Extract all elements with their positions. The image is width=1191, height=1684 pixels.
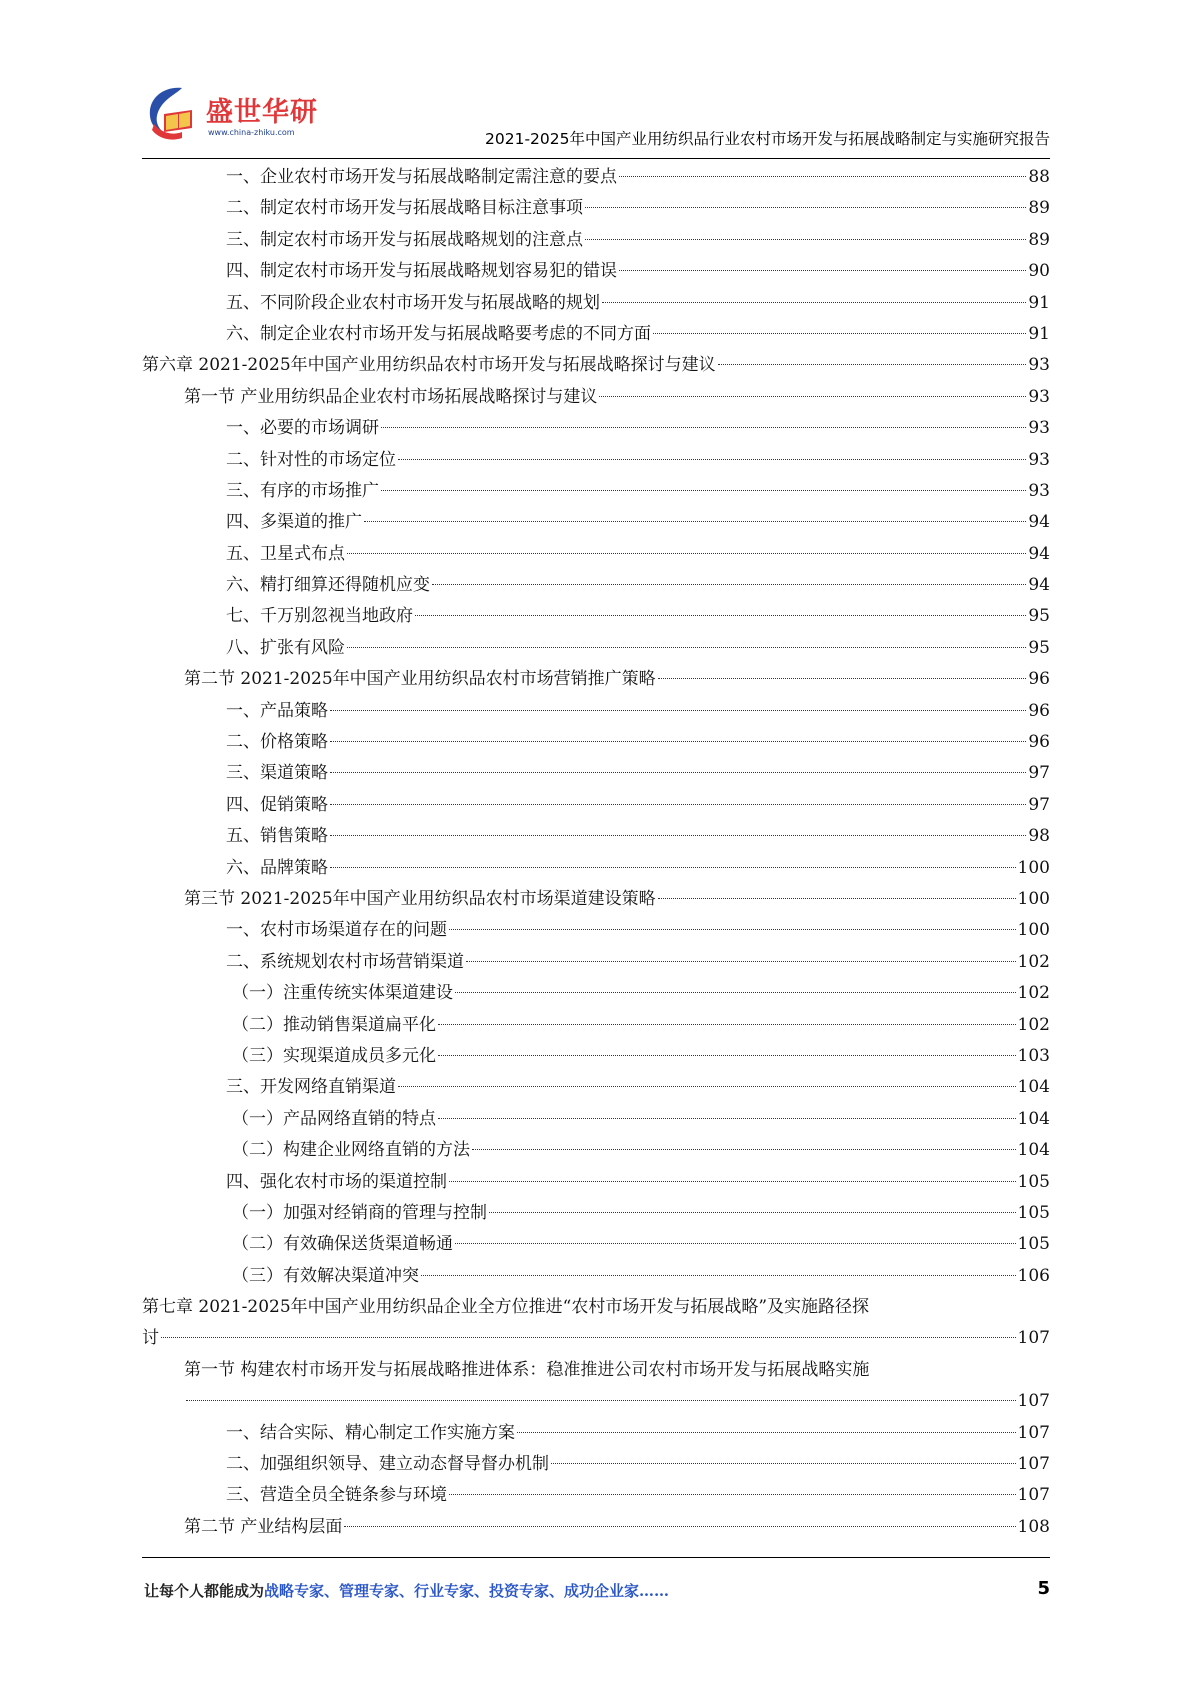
toc-entry-page: 105 bbox=[1017, 1171, 1050, 1192]
toc-entry-page: 104 bbox=[1017, 1140, 1050, 1161]
dot-leader bbox=[653, 333, 1026, 334]
toc-entry-title: 四、多渠道的推广 bbox=[226, 512, 362, 533]
toc-entry-page: 96 bbox=[1028, 700, 1050, 721]
toc-entry[interactable] bbox=[142, 790, 1050, 821]
toc-entry[interactable] bbox=[142, 696, 1050, 727]
footer-slogan bbox=[144, 1580, 669, 1601]
toc-entry-section-7-1[interactable] bbox=[142, 1355, 1050, 1418]
dot-leader bbox=[585, 207, 1026, 208]
toc-entry-page: 97 bbox=[1028, 763, 1050, 784]
toc-entry-page: 93 bbox=[1028, 386, 1050, 407]
toc-entry-title-line1: 第七章 2021-2025年中国产业用纺织品企业全方位推进“农村市场开发与拓展战略”及实施路径探 bbox=[142, 1297, 870, 1318]
toc-entry-title: （二）构建企业网络直销的方法 bbox=[232, 1140, 470, 1161]
dot-leader bbox=[330, 835, 1026, 836]
toc-entry[interactable] bbox=[142, 1104, 1050, 1135]
toc-entry-page: 96 bbox=[1028, 732, 1050, 753]
toc-entry-page: 89 bbox=[1028, 229, 1050, 250]
toc-entry-title: （一）产品网络直销的特点 bbox=[232, 1108, 436, 1129]
toc-entry[interactable] bbox=[142, 1261, 1050, 1292]
dot-leader bbox=[381, 490, 1026, 491]
toc-entry-page: 93 bbox=[1028, 480, 1050, 501]
toc-entry-title: 第一节 产业用纺织品企业农村市场拓展战略探讨与建议 bbox=[184, 386, 598, 407]
toc-entry-page: 95 bbox=[1028, 637, 1050, 658]
dot-leader bbox=[449, 1494, 1016, 1495]
dot-leader bbox=[619, 176, 1026, 177]
toc-entry-page: 94 bbox=[1028, 575, 1050, 596]
dot-leader bbox=[585, 239, 1026, 240]
report-title: 2021-2025年中国产业用纺织品行业农村市场开发与拓展战略制定与实施研究报告 bbox=[485, 130, 1050, 148]
toc-entry[interactable] bbox=[142, 476, 1050, 507]
dot-leader bbox=[415, 615, 1026, 616]
toc-entry-title: 第二节 2021-2025年中国产业用纺织品农村市场营销推广策略 bbox=[184, 669, 656, 690]
toc-entry-page: 104 bbox=[1017, 1077, 1050, 1098]
toc-entry-page: 91 bbox=[1028, 323, 1050, 344]
toc-entry[interactable] bbox=[142, 507, 1050, 538]
toc-entry-title: 第二节 产业结构层面 bbox=[184, 1516, 343, 1537]
dot-leader bbox=[330, 772, 1026, 773]
toc-entry-page: 104 bbox=[1017, 1108, 1050, 1129]
toc-entry-title: （二）推动销售渠道扁平化 bbox=[232, 1014, 436, 1035]
toc-entry-page: 97 bbox=[1028, 794, 1050, 815]
table-of-contents bbox=[142, 162, 1050, 1543]
toc-entry[interactable] bbox=[142, 978, 1050, 1009]
dot-leader bbox=[330, 741, 1026, 742]
toc-entry-page: 100 bbox=[1017, 857, 1050, 878]
toc-entry-chapter-7[interactable] bbox=[142, 1292, 1050, 1355]
toc-entry-page: 90 bbox=[1028, 261, 1050, 282]
dot-leader bbox=[602, 302, 1026, 303]
toc-entry-page: 95 bbox=[1028, 606, 1050, 627]
company-logo bbox=[142, 84, 322, 154]
toc-entry-page: 106 bbox=[1017, 1265, 1050, 1286]
dot-leader bbox=[398, 1086, 1016, 1087]
toc-entry-title: 三、营造全员全链条参与环境 bbox=[226, 1485, 447, 1506]
dot-leader bbox=[619, 270, 1026, 271]
toc-entry[interactable] bbox=[142, 539, 1050, 570]
toc-entry-title: （三）实现渠道成员多元化 bbox=[232, 1045, 436, 1066]
toc-entry-page: 91 bbox=[1028, 292, 1050, 313]
toc-entry-page: 107 bbox=[1017, 1422, 1050, 1443]
toc-entry-page: 89 bbox=[1028, 198, 1050, 219]
toc-entry-page: 94 bbox=[1028, 543, 1050, 564]
toc-entry-title: 一、必要的市场调研 bbox=[226, 418, 379, 439]
dot-leader bbox=[398, 459, 1026, 460]
toc-entry-page: 100 bbox=[1017, 920, 1050, 941]
toc-entry[interactable] bbox=[142, 1010, 1050, 1041]
dot-leader bbox=[438, 1024, 1016, 1025]
toc-entry-title: 五、销售策略 bbox=[226, 826, 328, 847]
toc-entry[interactable] bbox=[142, 1167, 1050, 1198]
dot-leader bbox=[330, 867, 1016, 868]
toc-entry-title: 一、企业农村市场开发与拓展战略制定需注意的要点 bbox=[226, 167, 617, 187]
toc-entry-title: （三）有效解决渠道冲突 bbox=[232, 1265, 419, 1286]
dot-leader bbox=[472, 1149, 1016, 1150]
toc-entry-title: 六、品牌策略 bbox=[226, 857, 328, 878]
toc-entry-page: 103 bbox=[1017, 1045, 1050, 1066]
toc-entry-title-line1: 第一节 构建农村市场开发与拓展战略推进体系：稳准推进公司农村市场开发与拓展战略实施 bbox=[184, 1359, 870, 1380]
toc-entry[interactable] bbox=[142, 319, 1050, 350]
toc-entry-title: 一、产品策略 bbox=[226, 700, 328, 721]
toc-entry-title: 二、价格策略 bbox=[226, 732, 328, 753]
toc-entry-page: 102 bbox=[1017, 983, 1050, 1004]
dot-leader bbox=[347, 647, 1026, 648]
toc-entry[interactable] bbox=[142, 445, 1050, 476]
toc-entry[interactable] bbox=[142, 288, 1050, 319]
dot-leader bbox=[551, 1463, 1016, 1464]
dot-leader bbox=[449, 929, 1016, 930]
dot-leader bbox=[421, 1275, 1016, 1276]
toc-entry[interactable] bbox=[142, 884, 1050, 915]
toc-entry-page: 105 bbox=[1017, 1202, 1050, 1223]
toc-entry-title: （一）注重传统实体渠道建设 bbox=[232, 983, 453, 1004]
dot-leader bbox=[364, 521, 1026, 522]
toc-entry-title: 四、强化农村市场的渠道控制 bbox=[226, 1171, 447, 1192]
dot-leader bbox=[517, 1432, 1016, 1433]
toc-entry[interactable] bbox=[142, 1480, 1050, 1511]
toc-entry-title: 三、开发网络直销渠道 bbox=[226, 1077, 396, 1098]
dot-leader bbox=[344, 1526, 1015, 1527]
dot-leader bbox=[330, 804, 1026, 805]
toc-entry-page: 107 bbox=[1017, 1485, 1050, 1506]
toc-entry-title: 六、精打细算还得随机应变 bbox=[226, 575, 430, 596]
toc-entry-title: 三、渠道策略 bbox=[226, 763, 328, 784]
dot-leader bbox=[438, 1055, 1016, 1056]
toc-entry[interactable] bbox=[142, 1072, 1050, 1103]
toc-entry-title: 三、制定农村市场开发与拓展战略规划的注意点 bbox=[226, 229, 583, 250]
toc-entry-title: 第三节 2021-2025年中国产业用纺织品农村市场渠道建设策略 bbox=[184, 888, 656, 909]
toc-entry[interactable] bbox=[142, 727, 1050, 758]
toc-entry[interactable] bbox=[142, 570, 1050, 601]
logo-url: www.china-zhiku.com bbox=[208, 128, 295, 137]
toc-entry[interactable] bbox=[142, 382, 1050, 413]
toc-entry-title: 七、千万别忽视当地政府 bbox=[226, 606, 413, 627]
dot-leader bbox=[381, 427, 1026, 428]
toc-entry-page: 108 bbox=[1017, 1516, 1050, 1537]
toc-entry-page: 107 bbox=[1017, 1391, 1050, 1412]
toc-entry-page: 102 bbox=[1017, 1014, 1050, 1035]
dot-leader bbox=[658, 678, 1027, 679]
toc-entry-title: 五、卫星式布点 bbox=[226, 543, 345, 564]
dot-leader bbox=[658, 898, 1016, 899]
toc-entry-title-line2: 讨 bbox=[142, 1328, 159, 1349]
dot-leader bbox=[438, 1118, 1016, 1119]
toc-entry-page: 93 bbox=[1028, 418, 1050, 439]
logo-name: 盛世华研 bbox=[206, 97, 318, 128]
footer-slogan-prefix: 让每个人都能成为 bbox=[144, 1582, 265, 1600]
toc-entry-title: 二、加强组织领导、建立动态督导督办机制 bbox=[226, 1454, 549, 1475]
toc-entry-title: 二、系统规划农村市场营销渠道 bbox=[226, 951, 464, 972]
toc-entry-page: 100 bbox=[1017, 888, 1050, 909]
toc-entry-title: 一、结合实际、精心制定工作实施方案 bbox=[226, 1422, 515, 1443]
dot-leader bbox=[432, 584, 1026, 585]
toc-entry[interactable] bbox=[142, 1418, 1050, 1449]
toc-entry-title: 八、扩张有风险 bbox=[226, 637, 345, 658]
toc-main-list bbox=[142, 162, 1050, 1292]
dot-leader bbox=[599, 396, 1026, 397]
toc-entry-page: 98 bbox=[1028, 826, 1050, 847]
toc-entry[interactable] bbox=[142, 947, 1050, 978]
toc-entry[interactable] bbox=[142, 350, 1050, 381]
toc-entry[interactable] bbox=[142, 915, 1050, 946]
toc-entry[interactable] bbox=[142, 821, 1050, 852]
footer-divider bbox=[142, 1557, 1050, 1558]
toc-entry[interactable] bbox=[142, 225, 1050, 256]
toc-entry-page: 93 bbox=[1028, 449, 1050, 470]
toc-entry[interactable] bbox=[142, 1229, 1050, 1260]
toc-entry[interactable] bbox=[142, 1041, 1050, 1072]
toc-entry-title: 第六章 2021-2025年中国产业用纺织品农村市场开发与拓展战略探讨与建议 bbox=[142, 355, 716, 376]
dot-leader bbox=[330, 710, 1026, 711]
toc-entry[interactable] bbox=[142, 413, 1050, 444]
toc-entry-page: 96 bbox=[1028, 669, 1050, 690]
toc-entry-page: 93 bbox=[1028, 355, 1050, 376]
logo-mark-icon bbox=[142, 84, 204, 142]
toc-entry[interactable] bbox=[142, 664, 1050, 695]
toc-entry[interactable] bbox=[142, 256, 1050, 287]
toc-entry-title: 一、农村市场渠道存在的问题 bbox=[226, 920, 447, 941]
toc-entry-title: 六、制定企业农村市场开发与拓展战略要考虑的不同方面 bbox=[226, 323, 651, 344]
toc-entry[interactable] bbox=[142, 1198, 1050, 1229]
toc-entry[interactable] bbox=[142, 601, 1050, 632]
toc-entry-title: 四、制定农村市场开发与拓展战略规划容易犯的错误 bbox=[226, 261, 617, 282]
dot-leader bbox=[466, 961, 1016, 962]
footer-slogan-highlight: 战略专家、管理专家、行业专家、投资专家、成功企业家…… bbox=[264, 1582, 670, 1600]
toc-entry-page: 107 bbox=[1017, 1328, 1050, 1349]
toc-tail-list bbox=[142, 1418, 1050, 1544]
header-divider bbox=[142, 158, 1050, 159]
toc-entry[interactable] bbox=[142, 1449, 1050, 1480]
toc-entry-page: 94 bbox=[1028, 512, 1050, 533]
toc-entry-page: 107 bbox=[1017, 1454, 1050, 1475]
toc-entry[interactable] bbox=[142, 633, 1050, 664]
dot-leader bbox=[455, 1243, 1016, 1244]
toc-entry[interactable] bbox=[142, 853, 1050, 884]
dot-leader bbox=[455, 992, 1016, 993]
toc-entry[interactable] bbox=[142, 1135, 1050, 1166]
toc-entry[interactable] bbox=[142, 193, 1050, 224]
toc-entry-page: 105 bbox=[1017, 1234, 1050, 1255]
toc-entry-page: 88 bbox=[1028, 167, 1050, 187]
dot-leader bbox=[449, 1181, 1016, 1182]
dot-leader bbox=[186, 1400, 1016, 1401]
toc-entry[interactable] bbox=[142, 1512, 1050, 1543]
page-number: 5 bbox=[1037, 1578, 1050, 1599]
dot-leader bbox=[489, 1212, 1016, 1213]
dot-leader bbox=[718, 364, 1027, 365]
toc-entry-title: 二、针对性的市场定位 bbox=[226, 449, 396, 470]
toc-entry-title: 四、促销策略 bbox=[226, 794, 328, 815]
toc-entry[interactable] bbox=[142, 162, 1050, 193]
toc-entry-title: （二）有效确保送货渠道畅通 bbox=[232, 1234, 453, 1255]
dot-leader bbox=[347, 553, 1026, 554]
toc-entry[interactable] bbox=[142, 758, 1050, 789]
toc-entry-title: （一）加强对经销商的管理与控制 bbox=[232, 1202, 487, 1223]
toc-entry-title: 二、制定农村市场开发与拓展战略目标注意事项 bbox=[226, 198, 583, 219]
toc-entry-title: 三、有序的市场推广 bbox=[226, 480, 379, 501]
dot-leader bbox=[161, 1337, 1016, 1338]
toc-entry-page: 102 bbox=[1017, 951, 1050, 972]
toc-entry-title: 五、不同阶段企业农村市场开发与拓展战略的规划 bbox=[226, 292, 600, 313]
